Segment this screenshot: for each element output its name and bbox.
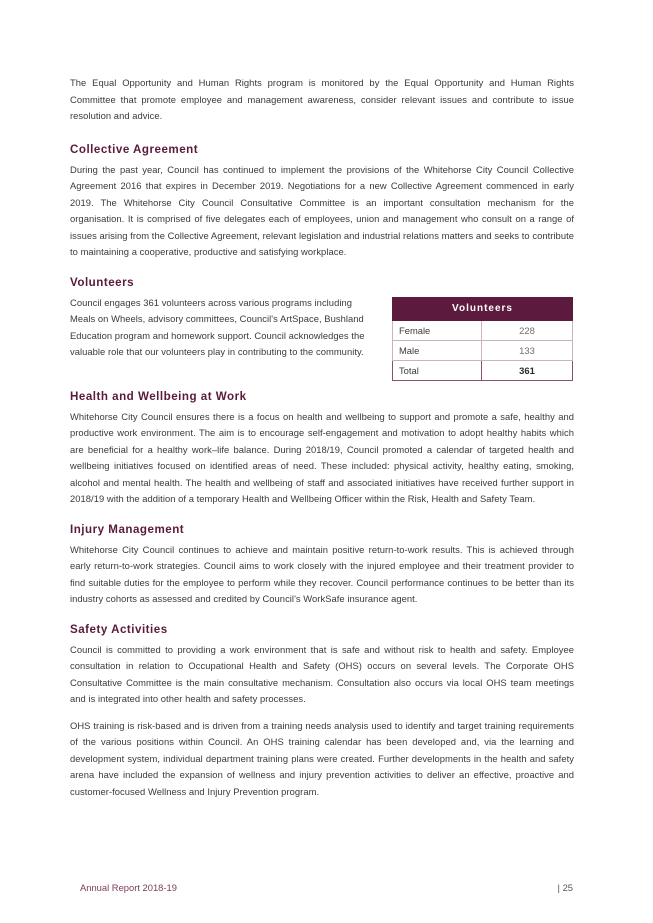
volunteers-table — [392, 297, 573, 381]
table-row-label: Female — [393, 320, 482, 340]
intro-paragraph: The Equal Opportunity and Human Rights program is monitored by the Equal Opportunity and Human Rights Committee that promote employee and management awareness, consider relevant issues and contribute to issue resolution and advice. — [70, 77, 574, 121]
volunteers-text-block — [70, 295, 376, 361]
page-content — [70, 75, 574, 814]
volunteers-section — [70, 275, 574, 375]
table-row-label: Male — [393, 340, 482, 360]
injury-management-heading: Injury Management — [70, 522, 185, 536]
table-row-value: 228 — [482, 320, 573, 340]
collective-agreement-heading: Collective Agreement — [70, 142, 199, 156]
health-wellbeing-text: Whitehorse City Council ensures there is a focus on health and wellbeing to support and promote a safe, healthy and productive work environment. The aim is to encourage self-engagement and motivation to adopt healthy habits which are beneficial for a healthy work–life balance. During 2018/19, Council promoted a calendar of targeted health and wellbeing initiatives focused on identified areas of need. These included: physical activity, healthy eating, smoking, alcohol and mental health. The health and wellbeing of staff and associated initiatives have received further support in 2018/19 with the addition of a temporary Health and Wellbeing Officer within the Risk, Health and Safety Team. — [70, 410, 574, 504]
footer-report-title: Annual Report 2018-19 — [80, 882, 177, 893]
table-total-label: Total — [393, 360, 482, 380]
safety-activities-section — [70, 622, 574, 801]
footer-page-number: | 25 — [557, 882, 573, 893]
table-row-value: 133 — [482, 340, 573, 360]
volunteers-table-title: Volunteers — [393, 297, 573, 320]
table-total-row — [393, 360, 573, 380]
collective-agreement-text: During the past year, Council has continued to implement the provisions of the Whitehorse City Council Collective Agreement 2016 that expires in December 2019. Negotiations for a new Collective Agreement commenced in early 2019. The Whitehorse City Council Consultative Committee is an important consultation mechanism for the organisation. It is comprised of five delegates each of employees, union and management who consult on a range of issues arising from the Collective Agreement, relevant legislation and industrial relations matters and seeks to contribute to maintaining a cooperative, productive and satisfying workplace. — [70, 163, 574, 257]
collective-agreement-section — [70, 142, 574, 261]
table-row — [393, 340, 573, 360]
volunteers-body — [70, 295, 574, 375]
health-wellbeing-section — [70, 389, 574, 508]
health-wellbeing-heading: Health and Wellbeing at Work — [70, 389, 247, 403]
safety-activities-text-1: Council is committed to providing a work environment that is safe and without risk to health and safety. Employee consultation in relation to Occupational Health and Safety (OHS) occurs on several levels. The Corporate OHS Consultative Committee is the main consultative mechanism. Consultation also occurs via local OHS team meetings and is integrated into other health and safety processes. — [70, 643, 574, 704]
table-total-value: 361 — [482, 360, 573, 380]
volunteers-heading: Volunteers — [70, 275, 135, 289]
injury-management-text: Whitehorse City Council continues to achieve and maintain positive return-to-work results. This is achieved through early return-to-work strategies. Council aims to work closely with the injured employee and their treatment provider to find suitable duties for the employee to perform while they recover. Council performance continues to be better than its industry cohorts as assessed and credited by Council's WorkSafe insurance agent. — [70, 543, 574, 604]
safety-activities-text-2: OHS training is risk-based and is driven from a training needs analysis used to identify and target training requirements of the various positions within Council. An OHS training calendar has been developed and, via the learning and development system, individual department training plans were created. Further developments in the health and safety arena have included the expansion of wellness and injury prevention activities to deliver an effective, proactive and customer-focused Wellness and Injury Prevention program. — [70, 719, 574, 797]
volunteers-text: Council engages 361 volunteers across various programs including Meals on Wheels, advisory committees, Council's ArtSpace, Bushland Education program and homework support. Council acknowledges the valuable role that our volunteers play in contributing to the community. — [70, 296, 365, 357]
table-row — [393, 320, 573, 340]
volunteers-table-header-row — [393, 297, 573, 320]
injury-management-section — [70, 522, 574, 608]
safety-activities-heading: Safety Activities — [70, 622, 168, 636]
